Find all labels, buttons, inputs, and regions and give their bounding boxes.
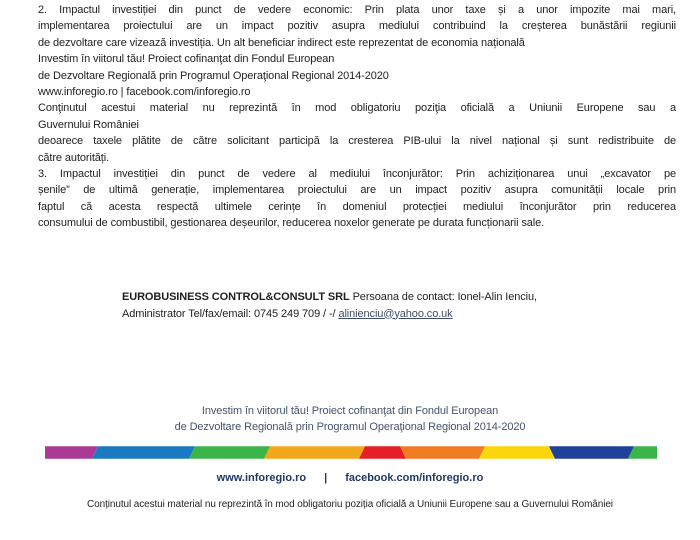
bar-segment (479, 446, 555, 459)
bar-segment (45, 446, 98, 459)
paragraph-line: Guvernului României (38, 118, 139, 131)
contact-person: Persoana de contact: Ionel-Alin Ienciu, (349, 291, 538, 303)
footer-tagline (0, 403, 700, 435)
paragraph-line: de Dezvoltare Regională prin Programul Operaţional Regional 2014-2020 (38, 69, 389, 82)
tagline-line-2: de Dezvoltare Regională prin Programul Operaţional Regional 2014-2020 (174, 421, 526, 434)
main-paragraph (38, 2, 676, 231)
facebook-link: facebook.com/inforegio.ro (345, 472, 484, 484)
paragraph-line: faptul că acesta respectă ultimele cerințe în domeniul protecției mediului înconjurător prin reducerea (38, 200, 676, 213)
bar-segment (400, 446, 485, 459)
bar-segment (549, 446, 634, 459)
contact-line-2 (122, 306, 537, 323)
paragraph-line: implementarea proiectului are un impact pozitiv asupra mediului contribuind la creșterea bunăstării regiunii (38, 20, 676, 33)
paragraph-line: de dezvoltare care vizează investiția. Un alt beneficiar indirect este reprezentat de economia națională (38, 36, 525, 49)
regio-color-bar (45, 446, 657, 459)
paragraph-line: www.inforegio.ro | facebook.com/inforegio.ro (38, 85, 251, 98)
bar-segment (264, 446, 365, 459)
links-separator: | (324, 472, 328, 484)
contact-phone: Administrator Tel/fax/email: 0745 249 709 / -/ (122, 307, 339, 320)
regio-color-bar-svg (45, 446, 657, 459)
paragraph-line: deoarece taxele plătite de către solicitant participă la cresterea PIB-ului la nivel național și sunt redistribuite de (38, 135, 676, 148)
bar-segment (359, 446, 406, 459)
paragraph-line: către autorități. (38, 151, 110, 164)
contact-line-1 (122, 289, 537, 306)
paragraph-line: 3. Impactul investiției din punct de vedere al mediului înconjurător: Prin achiziționarea unui „excavator pe (38, 167, 676, 180)
tagline-line-1: Investim în viitorul tău! Proiect cofinanţat din Fondul European (201, 405, 499, 417)
website-link: www.inforegio.ro (216, 472, 307, 484)
bar-segment (189, 446, 270, 459)
bar-segment (92, 446, 195, 459)
contact-block (122, 289, 537, 322)
paragraph-line: Conţinutul acestui material nu reprezintă în mod obligatoriu poziţia oficială a Uniunii Europene sau a (38, 102, 676, 115)
paragraph-line: 2. Impactul investiției din punct de vedere economic: Prin plata unor taxe și a unor impozite mai mari, (38, 4, 676, 16)
paragraph-line: șenile” de ultimă generație, implementarea proiectului are un impact pozitiv asupra comunității locale prin (38, 184, 676, 197)
paragraph-line: consumului de combustibil, gestionarea deșeurilor, reducerea noxelor generate pe durata funcționarii sale. (38, 217, 545, 230)
company-name: EUROBUSINESS CONTROL&CONSULT SRL (122, 291, 350, 303)
email-link[interactable]: alinienciu@yahoo.co.uk (338, 307, 453, 320)
disclaimer-text: Conținutul acestui material nu reprezintă în mod obligatoriu poziția oficială a Uniunii Europene sau a Guvernului României (87, 499, 613, 510)
footer-links (0, 471, 700, 486)
paragraph-line: Investim în viitorul tău! Proiect cofinanţat din Fondul European (38, 53, 335, 66)
